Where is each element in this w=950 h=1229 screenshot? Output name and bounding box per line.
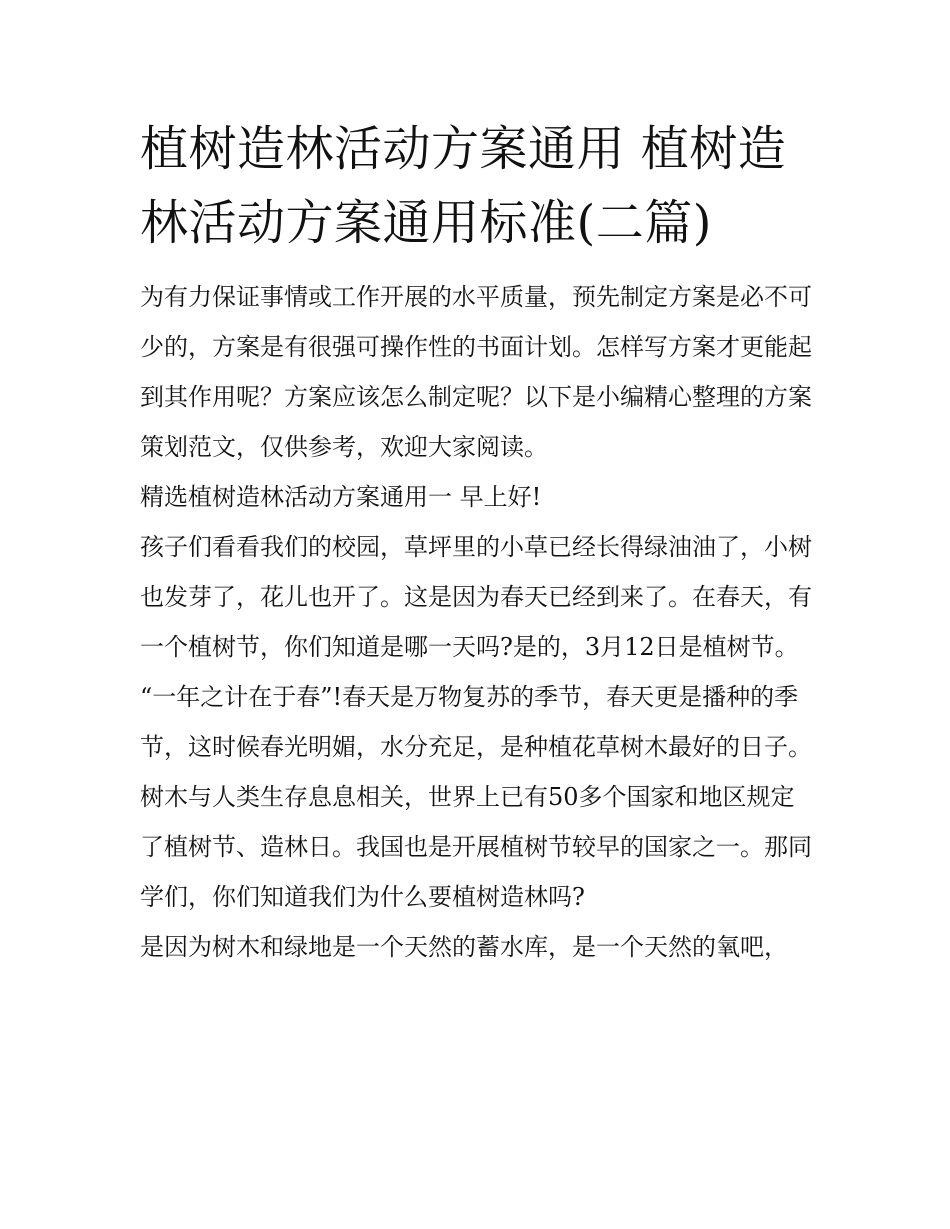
document-page bbox=[140, 112, 816, 972]
paragraph-intro: 为有力保证事情或工作开展的水平质量，预先制定方案是必不可少的，方案是有很强可操作性的书面计划。怎样写方案才更能起到其作用呢？方案应该怎么制定呢？以下是小编精心整理的方案策划范文，仅供参考，欢迎大家阅读。 bbox=[140, 283, 812, 461]
paragraph-reason: 是因为树木和绿地是一个天然的蓄水库，是一个天然的氧吧， bbox=[140, 933, 788, 961]
paragraph-arbor-day: 树木与人类生存息息相关，世界上已有50多个国家和地区规定了植树节、造林日。我国也是开展植树节较早的国家之一。那同学们，你们知道我们为什么要植树造林吗? bbox=[140, 783, 812, 911]
paragraph-greeting: 精选植树造林活动方案通用一 早上好! bbox=[140, 483, 542, 511]
document-title: 植树造林活动方案通用 植树造林活动方案通用标准(二篇) bbox=[140, 121, 787, 251]
paragraph-spring: 孩子们看看我们的校园，草坪里的小草已经长得绿油油了，小树也发芽了，花儿也开了。这是因为春天已经到来了。在春天，有一个植树节，你们知道是哪一天吗?是的，3月12日是植树节。 bbox=[140, 533, 812, 661]
paragraph-proverb: “一年之计在于春”!春天是万物复苏的季节，春天更是播种的季节，这时候春光明媚，水分充足，是种植花草树木最好的日子。 bbox=[140, 683, 812, 761]
